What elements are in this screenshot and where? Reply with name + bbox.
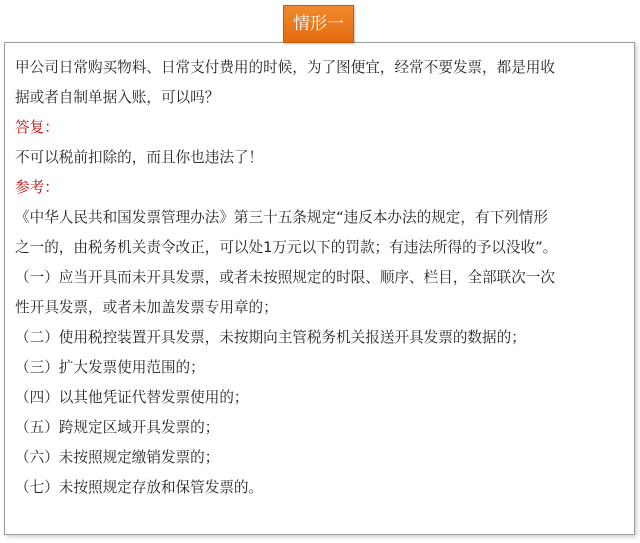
reference-line: 性开具发票，或者未加盖发票专用章的；	[15, 299, 278, 316]
reference-line: （五）跨规定区域开具发票的；	[15, 419, 220, 436]
content-frame	[4, 42, 635, 535]
content-body	[15, 53, 627, 503]
reference-line: （六）未按照规定缴销发票的；	[15, 449, 220, 466]
reference-line: （一）应当开具而未开具发票，或者未按照规定的时限、顺序、栏目，全部联次一次	[15, 269, 555, 286]
question-line: 据或者自制单据入账，可以吗？	[15, 89, 220, 106]
reference-line: （三）扩大发票使用范围的；	[15, 359, 205, 376]
reference-line: 《中华人民共和国发票管理办法》第三十五条规定“违反本办法的规定，有下列情形	[15, 209, 548, 226]
reference-line: （七）未按照规定存放和保管发票的。	[15, 479, 264, 496]
section-badge: 情形一	[283, 5, 354, 43]
answer-text: 不可以税前扣除的，而且你也违法了！	[15, 149, 264, 166]
reference-label: 参考：	[15, 179, 59, 196]
reference-line: （四）以其他凭证代替发票使用的；	[15, 389, 249, 406]
question-line: 甲公司日常购买物料、日常支付费用的时候，为了图便宜，经常不要发票，都是用收	[15, 59, 555, 76]
answer-label: 答复：	[15, 119, 59, 136]
reference-line: 之一的，由税务机关责令改正，可以处1万元以下的罚款；有违法所得的予以没收”。	[15, 239, 558, 256]
reference-line: （二）使用税控装置开具发票，未按期向主管税务机关报送开具发票的数据的；	[15, 329, 526, 346]
